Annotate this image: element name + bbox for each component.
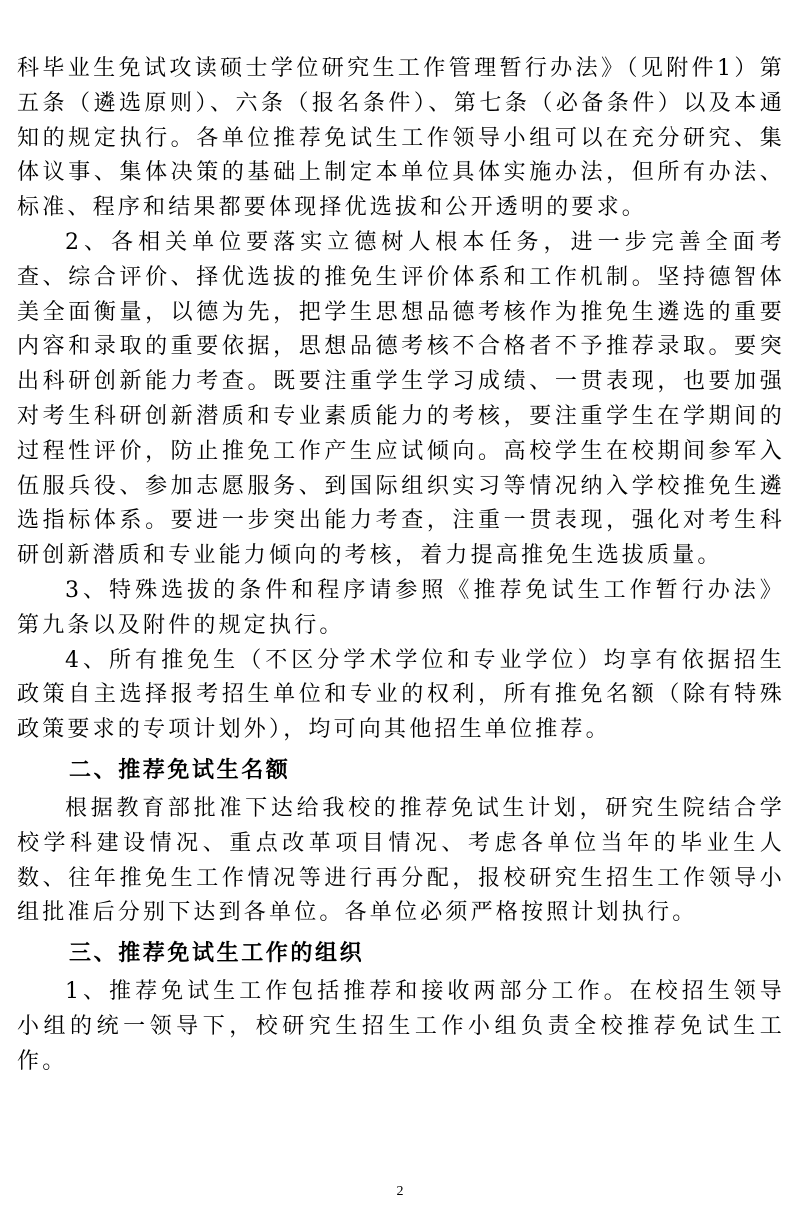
paragraph-item-4: 4、所有推免生（不区分学术学位和专业学位）均享有依据招生政策自主选择报考招生单位和专业的权利，所有推免名额（除有特殊政策要求的专项计划外），均可向其他招生单位推荐。 (17, 647, 785, 743)
document-page (17, 52, 785, 1080)
section-heading-quota: 二、推荐免试生名额 (69, 757, 291, 783)
section-heading-organization: 三、推荐免试生工作的组织 (69, 941, 365, 967)
paragraph-item-3: 3、特殊选拔的条件和程序请参照《推荐免试生工作暂行办法》第九条以及附件的规定执行。 (17, 577, 785, 638)
paragraph-quota: 根据教育部批准下达给我校的推荐免试生计划，研究生院结合学校学科建设情况、重点改革项目情况、考虑各单位当年的毕业生人数、往年推免生工作情况等进行再分配，报校研究生招生工作领导小组批准后分别下达到各单位。各单位必须严格按照计划执行。 (17, 795, 785, 926)
paragraph-continuation: 科毕业生免试攻读硕士学位研究生工作管理暂行办法》（见附件1）第五条（遴选原则）、六条（报名条件）、第七条（必备条件）以及本通知的规定执行。各单位推荐免试生工作领导小组可以在充分研究、集体议事、集体决策的基础上制定本单位具体实施办法，但所有办法、标准、程序和结果都要体现择优选拔和公开透明的要求。 (17, 56, 785, 221)
page-number: 2 (396, 1184, 404, 1199)
paragraph-item-2: 2、各相关单位要落实立德树人根本任务，进一步完善全面考查、综合评价、择优选拔的推免生评价体系和工作机制。坚持德智体美全面衡量，以德为先，把学生思想品德考核作为推免生遴选的重要内容和录取的重要依据，思想品德考核不合格者不予推荐录取。要突出科研创新能力考查。既要注重学生学习成绩、一贯表现，也要加强对考生科研创新潜质和专业素质能力的考核，要注重学生在学期间的过程性评价，防止推免工作产生应试倾向。高校学生在校期间参军入伍服兵役、参加志愿服务、到国际组织实习等情况纳入学校推免生遴选指标体系。要进一步突出能力考查，注重一贯表现，强化对考生科研创新潜质和专业能力倾向的考核，着力提高推免生选拔质量。 (17, 229, 785, 569)
paragraph-organization: 1、推荐免试生工作包括推荐和接收两部分工作。在校招生领导小组的统一领导下，校研究生招生工作小组负责全校推荐免试生工作。 (17, 979, 785, 1074)
